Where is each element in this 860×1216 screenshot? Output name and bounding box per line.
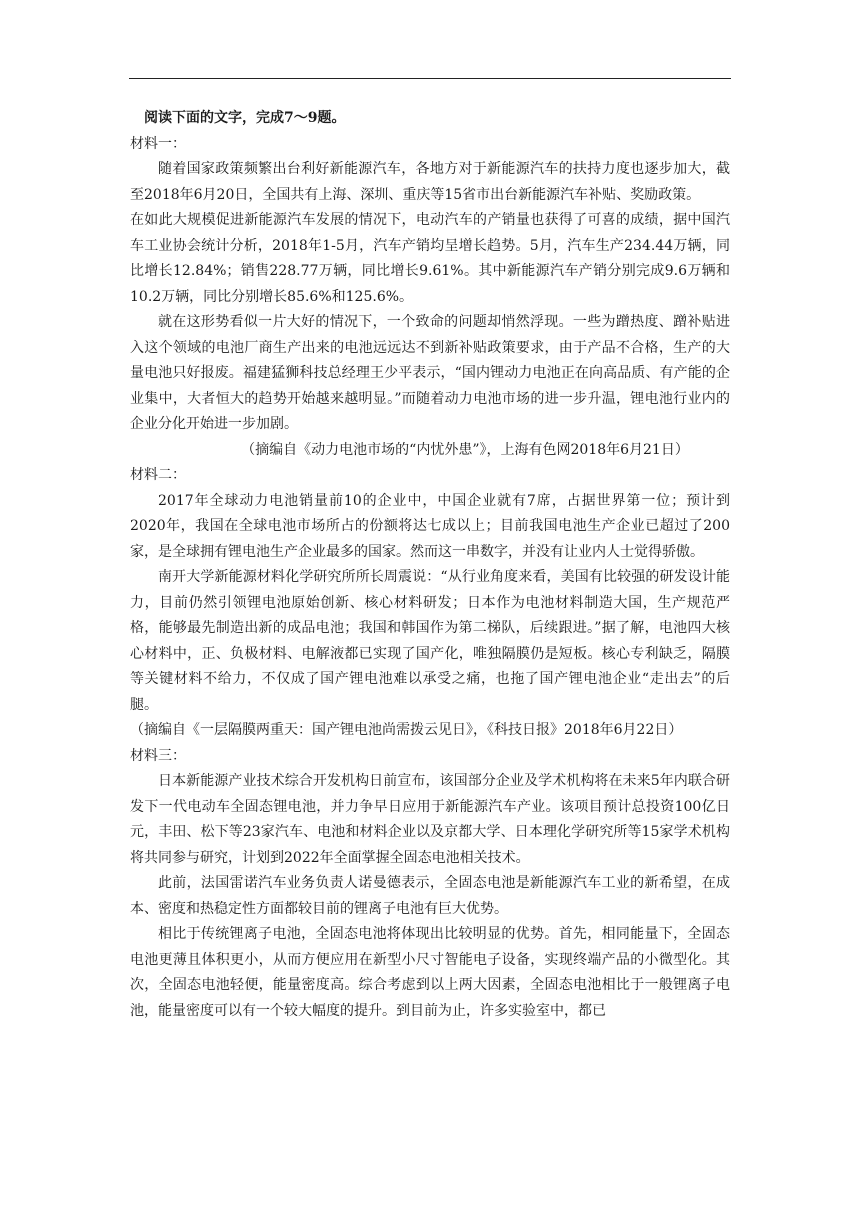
header-rule	[129, 78, 731, 79]
material-1-paragraph-1: 随着国家政策频繁出台利好新能源汽车，各地方对于新能源汽车的扶持力度也逐步加大，截至2018年6月20日，全国共有上海、深圳、重庆等15省市出台新能源汽车补贴、奖励政策。	[130, 161, 730, 203]
material-3-paragraph-1: 日本新能源产业技术综合开发机构日前宣布，该国部分企业及学术机构将在未来5年内联合研发下一代电动车全固态锂电池，并力争早日应用于新能源汽车产业。该项目预计总投资100亿日元，丰田、松下等23家汽车、电池和材料企业以及京都大学、日本理化学研究所等15家学术机构将共同参与研究，计划到2022年全面掌握全固态电池相关技术。	[130, 773, 730, 866]
material-3-paragraph-2: 此前，法国雷诺汽车业务负责人诺曼德表示，全固态电池是新能源汽车工业的新希望，在成本、密度和热稳定性方面都较目前的锂离子电池有巨大优势。	[130, 875, 730, 917]
material-2-paragraph-2: 南开大学新能源材料化学研究所所长周震说：“从行业角度来看，美国有比较强的研发设计能力，目前仍然引领锂电池原始创新、核心材料研发；日本作为电池材料制造大国，生产规范严格，能够最先制造出新的成品电池；我国和韩国作为第二梯队，后续跟进。”据了解，电池四大核心材料中，正、负极材料、电解液都已实现了国产化，唯独隔膜仍是短板。核心专利缺乏，隔膜等关键材料不给力，不仅成了国产锂电池难以承受之痛，也拖了国产锂电池企业“走出去”的后腿。	[130, 569, 730, 713]
material-2-paragraph-1: 2017年全球动力电池销量前10的企业中，中国企业就有7席，占据世界第一位；预计到2020年，我国在全球电池市场所占的份额将达七成以上；目前我国电池生产企业已超过了200家，是全球拥有锂电池生产企业最多的国家。然而这一串数字，并没有让业内人士觉得骄傲。	[130, 492, 730, 560]
material-3-paragraph-3: 相比于传统锂离子电池，全固态电池将体现出比较明显的优势。首先，相同能量下，全固态电池更薄且体积更小，从而方便应用在新型小尺寸智能电子设备，实现终端产品的小微型化。其次，全固态电池轻便，能量密度高。综合考虑到以上两大因素，全固态电池相比于一般锂离子电池，能量密度可以有一个较大幅度的提升。到目前为止，许多实验室中，都已	[130, 926, 730, 1019]
material-1-paragraph-3: 就在这形势看似一片大好的情况下，一个致命的问题却悄然浮现。一些为蹭热度、蹭补贴进入这个领域的电池厂商生产出来的电池远远达不到新补贴政策要求，由于产品不合格，生产的大量电池只好报废。福建猛狮科技总经理王少平表示，“国内锂动力电池正在向高品质、有产能的企业集中，大者恒大的趋势开始越来越明显。”而随着动力电池市场的进一步升温，锂电池行业内的企业分化开始进一步加剧。	[130, 314, 730, 432]
material-3-label: 材料三：	[130, 747, 186, 764]
question-heading: 阅读下面的文字，完成7～9题。	[144, 110, 346, 126]
material-2-label: 材料二：	[130, 467, 186, 483]
material-1-label: 材料一：	[130, 135, 186, 152]
article-body	[130, 106, 730, 1024]
material-1-source: （摘编自《动力电池市场的“内忧外患”》，上海有色网2018年6月21日）	[241, 441, 689, 458]
material-1-paragraph-2: 在如此大规模促进新能源汽车发展的情况下，电动汽车的产销量也获得了可喜的成绩，据中国汽车工业协会统计分析，2018年1-5月，汽车产销均呈增长趋势。5月，汽车生产234.44万辆，同比增长12.84%；销售228.77万辆，同比增长9.61%。其中新能源汽车产销分别完成9.6万辆和10.2万辆，同比分别增长85.6%和125.6%。	[130, 212, 730, 305]
material-2-source: （摘编自《一层隔膜两重天：国产锂电池尚需拨云见日》，《科技日报》2018年6月22日）	[130, 722, 683, 738]
